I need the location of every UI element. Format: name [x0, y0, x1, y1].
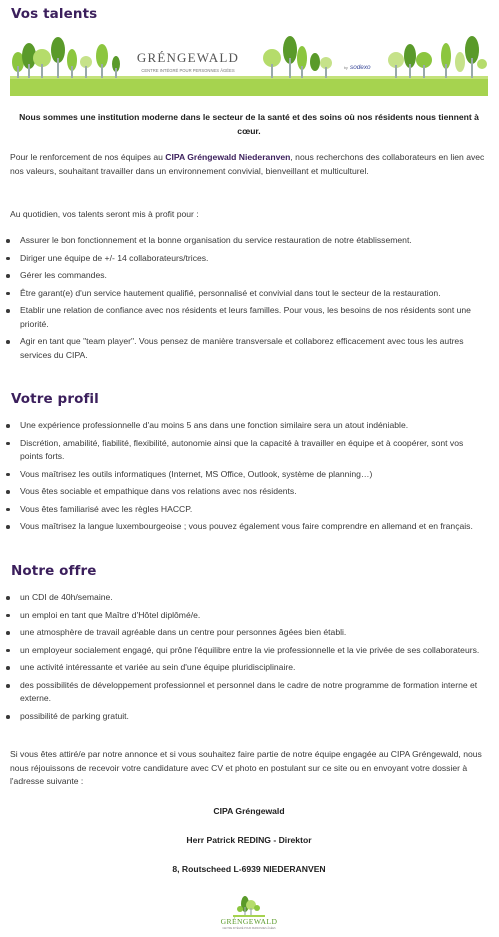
offre-list [0, 591, 480, 728]
tree-logo-icon [218, 892, 280, 932]
list-item: Agir en tant que "team player". Vous pensez de manière transversale et collaborez efficacement avec tous les autres services du CIPA. [0, 335, 480, 362]
svg-text:sodexo: sodexo [350, 64, 371, 71]
svg-text:CENTRE INTÉGRÉ POUR PERSONNES: CENTRE INTÉGRÉ POUR PERSONNES ÂGÉES [141, 68, 235, 73]
list-item: un employeur socialement engagé, qui prône l'équilibre entre la vie professionnelle et la vie privée de ses collaborateurs. [0, 644, 480, 657]
svg-text:GRÉNGEWALD: GRÉNGEWALD [136, 50, 240, 65]
svg-text:CENTRE INTÉGRÉ POUR PERSONNES: CENTRE INTÉGRÉ POUR PERSONNES ÂGÉES [222, 927, 276, 930]
list-item: une activité intéressante et variée au sein d'une équipe pluridisciplinaire. [0, 661, 480, 674]
list-item: Diriger une équipe de +/- 14 collaborateurs/trices. [0, 252, 480, 265]
list-item: Être garant(e) d'un service hautement qualifié, personnalisé et convivial dans tout le secteur de la restauration. [0, 287, 480, 300]
list-item: Vous êtes sociable et empathique dans vos relations avec nos résidents. [0, 485, 480, 498]
list-item: Vous maîtrisez la langue luxembourgeoise ; vous pouvez également vous faire comprendre en allemand et en français. [0, 520, 480, 533]
list-item: Vous êtes familiarisé avec les règles HACCP. [0, 503, 480, 516]
recruitment-paragraph: Pour le renforcement de nos équipes au CIPA Gréngewald Niederanven, nous recherchons des collaborateurs en lien avec nos valeurs, souhaitant travailler dans un environnement convivial, bienveillant et multiculturel. [10, 152, 485, 176]
footer-logo [218, 892, 280, 932]
section-title-profil: Votre profil [11, 391, 99, 407]
list-item: Une expérience professionnelle d'au moins 5 ans dans une fonction similaire sera un atout indéniable. [0, 419, 480, 432]
header-banner [10, 36, 488, 96]
contact-address: 8, Routscheed L-6939 NIEDERANVEN [172, 864, 326, 874]
institution-name-highlight: CIPA Gréngewald Niederanven [165, 152, 291, 162]
talents-intro: Au quotidien, vos talents seront mis à profit pour : [10, 209, 199, 219]
closing-paragraph: Si vous êtes attiré/e par notre annonce et si vous souhaitez faire partie de notre équipe engagée au CIPA Gréngewald, nous nous réjouissons de recevoir votre candidature avec CV et photo en postulant sur ce site ou en envoyant votre dossier à l'adresse suivante : [10, 749, 482, 786]
list-item: une atmosphère de travail agréable dans un centre pour personnes âgées bien établi. [0, 626, 480, 639]
svg-text:GRÉNGEWALD: GRÉNGEWALD [220, 917, 278, 926]
section-title-offre: Notre offre [11, 563, 97, 579]
list-item: Etablir une relation de confiance avec nos résidents et leurs familles. Pour vous, les besoins de nos résidents sont une priorité. [0, 304, 480, 331]
list-item: possibilité de parking gratuit. [0, 710, 480, 723]
right-trees [263, 36, 487, 78]
grengewald-logo [137, 50, 239, 73]
tree-banner-illustration [10, 36, 488, 96]
intro-statement: Nous sommes une institution moderne dans le secteur de la santé et des soins où nos résidents nous tiennent à cœur. [19, 112, 479, 136]
list-item: des possibilités de développement professionnel et personnel dans le cadre de notre programme de formation interne et externe. [0, 679, 480, 706]
list-item: Discrétion, amabilité, fiabilité, flexibilité, autonomie ainsi que la capacité à travailler en équipe et à coopérer, sont vos points forts. [0, 437, 480, 464]
left-trees [12, 37, 120, 78]
section-title-talents: Vos talents [11, 6, 98, 22]
list-item: Gérer les commandes. [0, 269, 480, 282]
list-item: un emploi en tant que Maître d'Hôtel diplômé/e. [0, 609, 480, 622]
svg-text:by: by [344, 66, 348, 70]
talents-list [0, 234, 480, 366]
list-item: un CDI de 40h/semaine. [0, 591, 480, 604]
list-item: Assurer le bon fonctionnement et la bonne organisation du service restauration de notre établissement. [0, 234, 480, 247]
sodexo-logo [344, 64, 371, 71]
profil-list [0, 419, 480, 538]
list-item: Vous maîtrisez les outils informatiques (Internet, MS Office, Outlook, système de planning…) [0, 468, 480, 481]
contact-person: Herr Patrick REDING - Direktor [186, 835, 312, 845]
contact-organization: CIPA Gréngewald [213, 806, 285, 816]
